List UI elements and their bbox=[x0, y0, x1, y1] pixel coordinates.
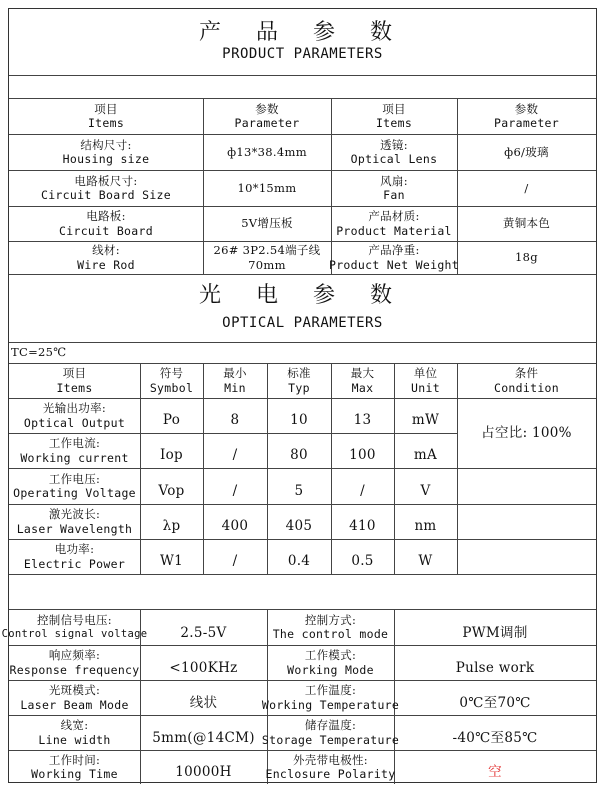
optical-min: / bbox=[232, 553, 238, 570]
item-cn: 结构尺寸: bbox=[80, 137, 132, 152]
header-cn: 标准 bbox=[287, 366, 311, 381]
optical-item bbox=[9, 504, 140, 539]
label-cn: 光斑模式: bbox=[48, 683, 101, 698]
optical-symbol: Iop bbox=[159, 447, 183, 464]
optical-unit: mW bbox=[411, 412, 440, 429]
condition-duty-cycle: 占空比: 100% bbox=[481, 424, 572, 441]
item-housing-size bbox=[9, 134, 203, 170]
optical-min: / bbox=[232, 483, 238, 500]
optical-typ: 10 bbox=[290, 412, 308, 429]
optical-params-title-cn: 光 电 参 数 bbox=[199, 283, 406, 309]
header-cn: 项目 bbox=[94, 101, 118, 116]
optical-typ: 5 bbox=[294, 483, 304, 500]
optical-max: / bbox=[360, 483, 365, 500]
value-circuit-board-size: 10*15mm bbox=[237, 180, 297, 195]
optical-typ: 405 bbox=[285, 518, 313, 535]
header-cn: 条件 bbox=[514, 366, 539, 381]
optical-max: 410 bbox=[349, 518, 376, 535]
opt-header-symbol bbox=[140, 363, 203, 398]
header-items bbox=[9, 98, 203, 134]
divider bbox=[9, 75, 596, 76]
control-value: PWM调制 bbox=[462, 625, 528, 642]
item-fan bbox=[331, 170, 457, 206]
item-en: Product Net Weight bbox=[328, 257, 460, 272]
item-cn: 光输出功率: bbox=[42, 401, 107, 416]
opt-header-unit bbox=[394, 363, 457, 398]
optical-item bbox=[9, 398, 140, 433]
optical-unit: V bbox=[420, 483, 431, 500]
label-en: The control mode bbox=[272, 627, 389, 641]
header-cn: 最大 bbox=[350, 366, 375, 381]
optical-min: / bbox=[232, 447, 238, 464]
optical-min: 400 bbox=[221, 518, 249, 535]
optical-min: 8 bbox=[230, 412, 240, 429]
optical-typ: 80 bbox=[290, 447, 308, 464]
control-value: 10000H bbox=[175, 764, 232, 781]
value-housing-size: ф13*38.4mm bbox=[227, 144, 307, 159]
opt-header-condition bbox=[457, 363, 596, 398]
optical-symbol: W1 bbox=[159, 553, 184, 570]
opt-header-max bbox=[331, 363, 394, 398]
header-parameter bbox=[457, 98, 596, 134]
item-optical-lens bbox=[331, 134, 457, 170]
item-en: Operating Voltage bbox=[13, 486, 136, 500]
item-wire-rod bbox=[9, 241, 203, 274]
item-en: Product Material bbox=[336, 223, 452, 238]
header-en: Parameter bbox=[493, 116, 559, 130]
control-value: -40℃至85℃ bbox=[452, 730, 538, 747]
label-en: Control signal voltage bbox=[1, 627, 148, 640]
item-en: Housing size bbox=[62, 152, 150, 166]
item-net-weight bbox=[328, 241, 460, 274]
header-en: Typ bbox=[288, 380, 310, 395]
label-en: Enclosure Polarity bbox=[265, 767, 396, 781]
item-en: Wire Rod bbox=[77, 257, 135, 272]
item-cn: 产品材质: bbox=[368, 209, 420, 224]
label-en: Working Temperature bbox=[261, 697, 400, 712]
item-cn: 电路板: bbox=[86, 209, 126, 224]
value-circuit-board: 5V增压板 bbox=[241, 216, 293, 231]
control-label bbox=[9, 680, 140, 715]
header-cn: 参数 bbox=[514, 101, 539, 116]
item-cn: 电路板尺寸: bbox=[74, 173, 138, 188]
value-wire-rod bbox=[203, 241, 331, 274]
optical-item bbox=[9, 468, 140, 504]
item-cn: 透镜: bbox=[380, 137, 408, 152]
control-label bbox=[9, 750, 140, 784]
header-en: Max bbox=[351, 380, 374, 395]
control-label bbox=[1, 609, 148, 645]
item-cn: 线材: bbox=[92, 243, 120, 258]
optical-max: 100 bbox=[349, 447, 376, 464]
optical-symbol: λp bbox=[162, 518, 181, 535]
item-en: Circuit Board bbox=[59, 223, 153, 238]
label-en: Storage Temperature bbox=[261, 732, 400, 747]
opt-header-typ bbox=[267, 363, 331, 398]
header-en: Unit bbox=[411, 380, 440, 395]
opt-header-min bbox=[203, 363, 267, 398]
optical-typ: 0.4 bbox=[287, 553, 311, 570]
enclosure-polarity-value: 空 bbox=[488, 764, 502, 781]
label-cn: 工作时间: bbox=[48, 752, 101, 767]
header-en: Min bbox=[224, 380, 246, 395]
optical-item bbox=[9, 539, 140, 574]
header-cn: 项目 bbox=[382, 101, 406, 116]
item-cn: 产品净重: bbox=[368, 243, 420, 258]
control-value: <100KHz bbox=[169, 660, 238, 677]
tc-label: TC=25℃ bbox=[11, 345, 67, 360]
optical-params-title bbox=[9, 274, 596, 342]
optical-max: 0.5 bbox=[351, 553, 374, 570]
value-net-weight: 18g bbox=[515, 250, 538, 265]
value-fan: / bbox=[524, 180, 529, 195]
item-cn: 工作电流: bbox=[48, 436, 101, 451]
header-en: Parameter bbox=[234, 116, 300, 130]
item-cn: 电功率: bbox=[54, 542, 95, 557]
value-optical-lens: ф6/玻璃 bbox=[504, 144, 549, 159]
control-label bbox=[261, 715, 400, 750]
label-cn: 工作温度: bbox=[304, 683, 357, 698]
control-label bbox=[261, 680, 400, 715]
label-en: Working Time bbox=[31, 767, 118, 781]
value-line: 70mm bbox=[248, 257, 286, 272]
optical-unit: nm bbox=[414, 518, 437, 535]
item-cn: 激光波长: bbox=[48, 507, 101, 522]
item-en: Optical Lens bbox=[350, 152, 438, 166]
optical-symbol: Vop bbox=[158, 483, 185, 500]
header-cn: 项目 bbox=[62, 366, 87, 381]
header-cn: 符号 bbox=[159, 366, 184, 381]
header-en: Condition bbox=[493, 380, 559, 395]
value-product-material: 黄铜本色 bbox=[502, 216, 551, 231]
optical-item bbox=[9, 433, 140, 468]
header-cn: 参数 bbox=[255, 101, 279, 116]
item-cn: 工作电压: bbox=[48, 471, 101, 486]
parameter-sheet bbox=[1, 8, 597, 783]
header-en: Items bbox=[375, 116, 413, 130]
header-en: Symbol bbox=[149, 380, 194, 395]
control-value: 5mm(@14CM) bbox=[152, 730, 255, 747]
optical-unit: W bbox=[418, 553, 433, 570]
label-cn: 工作模式: bbox=[304, 648, 357, 663]
control-value: 0℃至70℃ bbox=[459, 695, 531, 712]
value-line: 26# 3P2.54端子线 bbox=[213, 243, 321, 258]
label-cn: 控制信号电压: bbox=[37, 613, 112, 628]
control-label bbox=[267, 609, 394, 645]
header-parameter bbox=[203, 98, 331, 134]
header-cn: 最小 bbox=[223, 366, 247, 381]
item-en: Optical Output bbox=[23, 415, 126, 430]
header-en: Items bbox=[56, 380, 93, 395]
label-en: Working Mode bbox=[287, 662, 374, 677]
item-en: Working current bbox=[20, 450, 129, 465]
label-cn: 线宽: bbox=[60, 718, 89, 733]
opt-header-items bbox=[9, 363, 140, 398]
item-en: Electric Power bbox=[23, 556, 126, 571]
item-en: Fan bbox=[383, 188, 405, 202]
label-en: Response frequency bbox=[9, 662, 140, 677]
control-value: Pulse work bbox=[455, 660, 535, 677]
control-value: 2.5-5V bbox=[180, 625, 227, 642]
control-label bbox=[9, 645, 140, 680]
control-label bbox=[267, 750, 394, 784]
item-en: Laser Wavelength bbox=[16, 521, 133, 536]
control-label bbox=[267, 645, 394, 680]
control-label bbox=[9, 715, 140, 750]
label-en: Line width bbox=[38, 732, 111, 747]
item-cn: 风扇: bbox=[380, 173, 408, 188]
label-cn: 储存温度: bbox=[304, 718, 357, 733]
header-cn: 单位 bbox=[413, 366, 438, 381]
label-cn: 响应频率: bbox=[48, 648, 101, 663]
divider bbox=[9, 574, 596, 575]
item-circuit-board-size bbox=[9, 170, 203, 206]
label-en: Laser Beam Mode bbox=[20, 697, 129, 712]
product-params-title-cn: 产 品 参 数 bbox=[199, 20, 406, 46]
label-cn: 外壳带电极性: bbox=[293, 752, 368, 767]
optical-max: 13 bbox=[353, 412, 372, 429]
control-value: 线状 bbox=[189, 695, 218, 712]
product-params-title bbox=[9, 9, 596, 75]
optical-unit: mA bbox=[413, 447, 438, 464]
optical-symbol: Po bbox=[162, 412, 181, 429]
header-items bbox=[331, 98, 457, 134]
product-params-title-en: PRODUCT PARAMETERS bbox=[222, 46, 383, 63]
item-product-material bbox=[331, 206, 457, 241]
item-en: Circuit Board Size bbox=[40, 188, 172, 202]
item-circuit-board bbox=[9, 206, 203, 241]
header-en: Items bbox=[87, 116, 125, 130]
label-cn: 控制方式: bbox=[304, 612, 357, 627]
optical-params-title-en: OPTICAL PARAMETERS bbox=[222, 315, 383, 332]
